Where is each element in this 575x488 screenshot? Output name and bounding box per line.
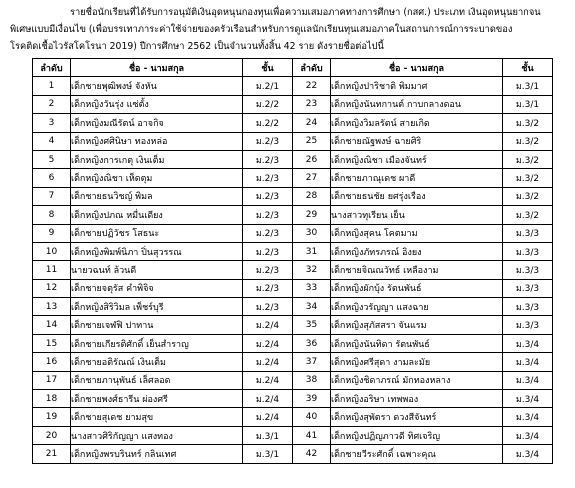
student-number: 15 <box>33 334 71 352</box>
student-name: เด็กหญิงศรีสุดา งามละมัย <box>331 353 503 371</box>
student-class: ม.2/4 <box>243 316 293 334</box>
student-class: ม.2/3 <box>243 150 293 168</box>
student-name: เด็กหญิงวรัญญา แสงฉาย <box>331 298 503 316</box>
table-row <box>33 224 553 242</box>
student-number: 19 <box>33 408 71 426</box>
student-name: เด็กชายปฏิวัชร โสธนะ <box>71 224 243 242</box>
student-number: 11 <box>33 261 71 279</box>
table-row <box>33 390 553 408</box>
student-name: เด็กหญิงณิชา เมืองจันทร์ <box>331 150 503 168</box>
student-name: เด็กหญิงนันทกานต์ กาบกลางดอน <box>331 95 503 113</box>
student-number: 23 <box>293 95 331 113</box>
student-class: ม.3/3 <box>503 224 553 242</box>
student-name: เด็กชายธนชัย ยศรุ่งเรือง <box>331 187 503 205</box>
student-class: ม.2/4 <box>243 353 293 371</box>
student-class: ม.3/2 <box>503 132 553 150</box>
student-class: ม.2/4 <box>243 371 293 389</box>
table-row <box>33 408 553 426</box>
table-header-row <box>33 59 553 77</box>
student-name: เด็กชายเจฬฟิ ปาทาน <box>71 316 243 334</box>
student-class: ม.2/3 <box>243 187 293 205</box>
student-name: เด็กชายพงศ์ธารีน ผ่องศรี <box>71 390 243 408</box>
student-number: 9 <box>33 224 71 242</box>
student-class: ม.3/2 <box>503 114 553 132</box>
student-number: 21 <box>33 445 71 463</box>
student-number: 29 <box>293 206 331 224</box>
student-name: เด็กหญิงณิชา เห็ดตุม <box>71 169 243 187</box>
table-row <box>33 279 553 297</box>
student-name: เด็กหญิงสิริวิมล เพ็ชร์บุรี <box>71 298 243 316</box>
student-class: ม.2/4 <box>243 334 293 352</box>
student-number: 18 <box>33 390 71 408</box>
student-name: เด็กหญิงปาริชาติ พิมมาศ <box>331 77 503 95</box>
student-class: ม.3/2 <box>503 187 553 205</box>
student-number: 37 <box>293 353 331 371</box>
student-name: เด็กหญิงสุภัสสรา จันแรม <box>331 316 503 334</box>
header-name-left: ชื่อ - นามสกุล <box>71 59 243 77</box>
table-row <box>33 95 553 113</box>
intro-paragraph <box>10 4 566 55</box>
student-number: 3 <box>33 114 71 132</box>
student-name: เด็กชายจิณณวัทธ์ เหลืองาม <box>331 261 503 279</box>
student-class: ม.2/3 <box>243 132 293 150</box>
student-number: 33 <box>293 279 331 297</box>
student-class: ม.3/1 <box>503 77 553 95</box>
student-name: เด็กหญิงภัทรภรณ์ อิงยง <box>331 242 503 260</box>
student-rows <box>33 77 553 463</box>
student-number: 31 <box>293 242 331 260</box>
student-name: เด็กชายสุเดช ยามสุข <box>71 408 243 426</box>
table-row <box>33 353 553 371</box>
student-number: 30 <box>293 224 331 242</box>
student-name: นายวฉนท์ ล้วนดี <box>71 261 243 279</box>
table-row <box>33 371 553 389</box>
student-number: 10 <box>33 242 71 260</box>
student-class: ม.3/4 <box>503 353 553 371</box>
student-number: 26 <box>293 150 331 168</box>
student-number: 2 <box>33 95 71 113</box>
student-class: ม.3/3 <box>503 261 553 279</box>
student-class: ม.3/2 <box>503 150 553 168</box>
student-number: 42 <box>293 445 331 463</box>
student-name: เด็กหญิงพรบรินทร์ กลินเทศ <box>71 445 243 463</box>
student-class: ม.3/3 <box>503 316 553 334</box>
student-class: ม.3/3 <box>503 279 553 297</box>
student-number: 35 <box>293 316 331 334</box>
table-row <box>33 334 553 352</box>
student-name: เด็กหญิงสุคน โคตมาม <box>331 224 503 242</box>
student-class: ม.2/3 <box>243 279 293 297</box>
student-name: เด็กชายเกียรติศักดิ์ เย็นสำราญ <box>71 334 243 352</box>
student-number: 40 <box>293 408 331 426</box>
student-class: ม.3/4 <box>503 445 553 463</box>
student-number: 32 <box>293 261 331 279</box>
header-num-left: ลำดับ <box>33 59 71 77</box>
student-name: เด็กหญิงอริษา เทพพอง <box>331 390 503 408</box>
student-name: เด็กหญิงพิมพ์นิภา ปิ่นสุวรรณ <box>71 242 243 260</box>
student-class: ม.2/2 <box>243 114 293 132</box>
table-row <box>33 150 553 168</box>
student-name: เด็กหญิงปภณ หมื่นเดียง <box>71 206 243 224</box>
student-number: 12 <box>33 279 71 297</box>
student-class: ม.3/4 <box>503 371 553 389</box>
table-row <box>33 114 553 132</box>
student-number: 6 <box>33 169 71 187</box>
student-name: เด็กชายพุฒิพงษ์ จังหัน <box>71 77 243 95</box>
student-class: ม.3/1 <box>243 426 293 444</box>
student-number: 20 <box>33 426 71 444</box>
student-number: 39 <box>293 390 331 408</box>
student-number: 34 <box>293 298 331 316</box>
student-name: เด็กชายอติรัณณ์ เงินเต็ม <box>71 353 243 371</box>
intro-line-2: พิเศษแบบมีเงื่อนไข (เพื่อบรรเทาภาระค่าใช้จ่ายของครัวเรือนสำหรับการดูแลนักเรียนทุนเสมอภาคในสถานการณ์การระบาดของ <box>10 24 513 35</box>
student-class: ม.2/1 <box>243 77 293 95</box>
student-name: เด็กชายณัฐพงษ์ ฉายศิริ <box>331 132 503 150</box>
student-name: เด็กหญิงผักบุ้ง รัตนพันธ์ <box>331 279 503 297</box>
student-number: 4 <box>33 132 71 150</box>
student-name: เด็กชายภาณุเดช ผาดี <box>331 169 503 187</box>
student-number: 22 <box>293 77 331 95</box>
student-class: ม.2/3 <box>243 242 293 260</box>
student-name: เด็กหญิงมณีรัตน์ อาจกิจ <box>71 114 243 132</box>
student-number: 36 <box>293 334 331 352</box>
student-name: นางสาวศิริกัญญา แสงทอง <box>71 426 243 444</box>
student-name: เด็กชายวีระศักดิ์ เฉพาะคุณ <box>331 445 503 463</box>
table-row <box>33 132 553 150</box>
student-number: 38 <box>293 371 331 389</box>
student-number: 24 <box>293 114 331 132</box>
student-list-table <box>32 58 553 464</box>
intro-line-1: รายชื่อนักเรียนที่ได้รับการอนุมัติเงินอุดหนุนกองทุนเพื่อความเสมอภาคทางการศึกษา (กสศ.) ประเภท เงินอุดหนุนยากจน <box>70 7 541 18</box>
student-class: ม.3/2 <box>503 169 553 187</box>
header-class-right: ชั้น <box>503 59 553 77</box>
student-class: ม.2/3 <box>243 169 293 187</box>
student-class: ม.2/4 <box>243 390 293 408</box>
student-class: ม.2/3 <box>243 298 293 316</box>
intro-line-3: โรคติดเชื้อไวรัสโคโรนา 2019) ปีการศึกษา 2562 เป็นจำนวนทั้งสิ้น 42 ราย ดังรายชื่อต่อไปนี้ <box>10 41 384 52</box>
header-name-right: ชื่อ - นามสกุล <box>331 59 503 77</box>
student-number: 14 <box>33 316 71 334</box>
header-class-left: ชั้น <box>243 59 293 77</box>
student-name: เด็กหญิงการเกตุ เงินเต็ม <box>71 150 243 168</box>
student-number: 25 <box>293 132 331 150</box>
table-row <box>33 242 553 260</box>
student-class: ม.2/4 <box>243 408 293 426</box>
student-name: เด็กชายจตุรัส คำพิจิจ <box>71 279 243 297</box>
student-number: 13 <box>33 298 71 316</box>
student-number: 8 <box>33 206 71 224</box>
student-number: 27 <box>293 169 331 187</box>
student-class: ม.2/3 <box>243 224 293 242</box>
student-name: เด็กหญิงนันทิดา รัตนพันธ์ <box>331 334 503 352</box>
table-row <box>33 77 553 95</box>
student-name: นางสาวทุเรียน เย็น <box>331 206 503 224</box>
student-name: เด็กหญิงชิดาภรณ์ มักทองหลาง <box>331 371 503 389</box>
student-class: ม.3/4 <box>503 334 553 352</box>
student-number: 1 <box>33 77 71 95</box>
student-class: ม.2/2 <box>243 95 293 113</box>
student-class: ม.3/2 <box>503 206 553 224</box>
student-class: ม.3/3 <box>503 242 553 260</box>
table-row <box>33 316 553 334</box>
student-number: 5 <box>33 150 71 168</box>
student-number: 28 <box>293 187 331 205</box>
student-class: ม.3/4 <box>503 408 553 426</box>
student-number: 17 <box>33 371 71 389</box>
student-name: เด็กหญิงสุพัตรา ดวงสีจันทร์ <box>331 408 503 426</box>
student-name: เด็กหญิงศศินิษา ทองหล่อ <box>71 132 243 150</box>
student-class: ม.3/1 <box>243 445 293 463</box>
student-name: เด็กชายธนวิชญ์ พิมล <box>71 187 243 205</box>
student-name: เด็กหญิงวิมลรัตน์ สายเกิด <box>331 114 503 132</box>
student-class: ม.3/4 <box>503 390 553 408</box>
student-name: เด็กหญิงปฏิญภาวดี ทิศเจริญ <box>331 426 503 444</box>
table-row <box>33 206 553 224</box>
header-num-right: ลำดับ <box>293 59 331 77</box>
student-class: ม.2/3 <box>243 206 293 224</box>
student-class: ม.2/3 <box>243 261 293 279</box>
table-row <box>33 445 553 463</box>
student-number: 41 <box>293 426 331 444</box>
student-class: ม.3/3 <box>503 298 553 316</box>
student-class: ม.3/4 <box>503 426 553 444</box>
table-row <box>33 169 553 187</box>
table-row <box>33 187 553 205</box>
student-name: เด็กชายภานุพันธ์ เล็ศลอด <box>71 371 243 389</box>
student-class: ม.3/1 <box>503 95 553 113</box>
table-row <box>33 261 553 279</box>
student-name: เด็กหญิงวันรุ่ง แซ่ตั้ง <box>71 95 243 113</box>
table-row <box>33 426 553 444</box>
table-row <box>33 298 553 316</box>
student-number: 16 <box>33 353 71 371</box>
student-number: 7 <box>33 187 71 205</box>
